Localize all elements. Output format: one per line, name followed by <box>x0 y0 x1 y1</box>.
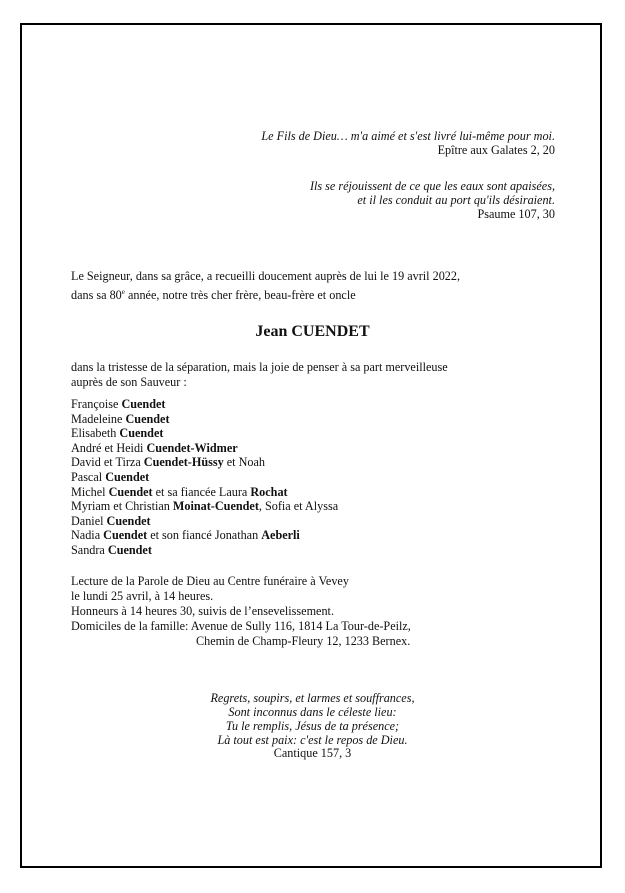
family-member <box>71 499 338 514</box>
family-surname: Cuendet <box>103 528 148 543</box>
epigraph-2-line-1: Ils se réjouissent de ce que les eaux sont apaisées, <box>309 179 555 193</box>
deceased-name: Jean CUENDET <box>255 323 370 340</box>
family-surname: Aeberli <box>261 528 300 543</box>
family-given-names: et sa fiancée Laura <box>152 484 251 499</box>
family-surname: Cuendet <box>107 542 152 557</box>
announcement-superscript: e <box>121 288 125 296</box>
family-given-names: Michel <box>71 484 109 499</box>
family-member <box>71 543 338 558</box>
family-surname: Cuendet <box>125 411 170 426</box>
family-member <box>71 470 338 485</box>
family-given-names: Françoise <box>71 397 122 411</box>
epigraph-2-reference: Psaume 107, 30 <box>477 207 555 221</box>
epigraph-2-line-2: et il les conduit au port qu'ils désiraient. <box>357 193 555 207</box>
family-surname: Cuendet-Widmer <box>146 440 238 455</box>
closing-verse-reference: Cantique 157, 3 <box>273 746 352 760</box>
family-member <box>71 455 338 470</box>
ceremony-line-5: Chemin de Champ-Fleury 12, 1233 Bernex. <box>196 634 411 648</box>
epigraph-1-text: Le Fils de Dieu… m'a aimé et s'est livré lui-même pour moi. <box>261 129 555 143</box>
family-given-names: Daniel <box>71 513 107 528</box>
closing-verse-line-4: Là tout est paix: c'est le repos de Dieu. <box>217 733 408 747</box>
family-given-names: et son fiancé Jonathan <box>147 528 262 543</box>
family-given-names: et Noah <box>223 455 265 470</box>
announcement-line-2-post: année, notre très cher frère, beau-frère et oncle <box>124 288 356 303</box>
family-member <box>71 528 338 543</box>
family-surname: Cuendet-Hüssy <box>143 455 224 470</box>
family-given-names: Pascal <box>71 469 106 484</box>
family-surname: Cuendet <box>121 397 166 411</box>
family-member <box>71 426 338 441</box>
ceremony-line-1: Lecture de la Parole de Dieu au Centre funéraire à Vevey <box>71 574 349 588</box>
announcement-line-2-pre: dans sa 80 <box>71 288 122 303</box>
family-given-names: André et Heidi <box>71 440 147 455</box>
family-list <box>71 397 338 558</box>
announcement-line-2 <box>71 285 356 303</box>
closing-verse-line-1: Regrets, soupirs, et larmes et souffrances, <box>210 691 415 705</box>
family-surname: Moinat-Cuendet <box>172 499 259 514</box>
family-given-names: Sandra <box>71 542 108 557</box>
closing-verse-line-2: Sont inconnus dans le céleste lieu: <box>228 705 397 719</box>
family-given-names: David et Tirza <box>71 455 144 470</box>
ceremony-line-4: Domiciles de la famille: Avenue de Sully 116, 1814 La Tour-de-Peilz, <box>71 619 411 633</box>
family-member <box>71 397 338 412</box>
family-given-names: , Sofia et Alyssa <box>258 499 339 514</box>
ceremony-line-2: le lundi 25 avril, à 14 heures. <box>71 589 214 603</box>
family-surname: Cuendet <box>119 426 164 441</box>
family-given-names: Madeleine <box>71 411 126 426</box>
family-surname: Cuendet <box>105 469 150 484</box>
family-member <box>71 514 338 529</box>
family-member <box>71 441 338 456</box>
family-given-names: Elisabeth <box>71 426 120 441</box>
family-member <box>71 412 338 427</box>
family-given-names: Nadia <box>71 528 104 543</box>
family-surname: Cuendet <box>106 513 151 528</box>
ceremony-line-3: Honneurs à 14 heures 30, suivis de l’ensevelissement. <box>71 604 334 618</box>
epigraph-1-reference: Epître aux Galates 2, 20 <box>437 143 555 157</box>
closing-verse-line-3: Tu le remplis, Jésus de ta présence; <box>225 719 400 733</box>
announcement-line-1: Le Seigneur, dans sa grâce, a recueilli doucement auprès de lui le 19 avril 2022, <box>71 269 461 283</box>
intro-line-1: dans la tristesse de la séparation, mais la joie de penser à sa part merveilleuse <box>71 360 448 374</box>
family-surname: Rochat <box>250 484 288 499</box>
family-given-names: Myriam et Christian <box>71 499 173 514</box>
family-surname: Cuendet <box>108 484 153 499</box>
intro-line-2: auprès de son Sauveur : <box>71 375 187 389</box>
family-member <box>71 485 338 500</box>
